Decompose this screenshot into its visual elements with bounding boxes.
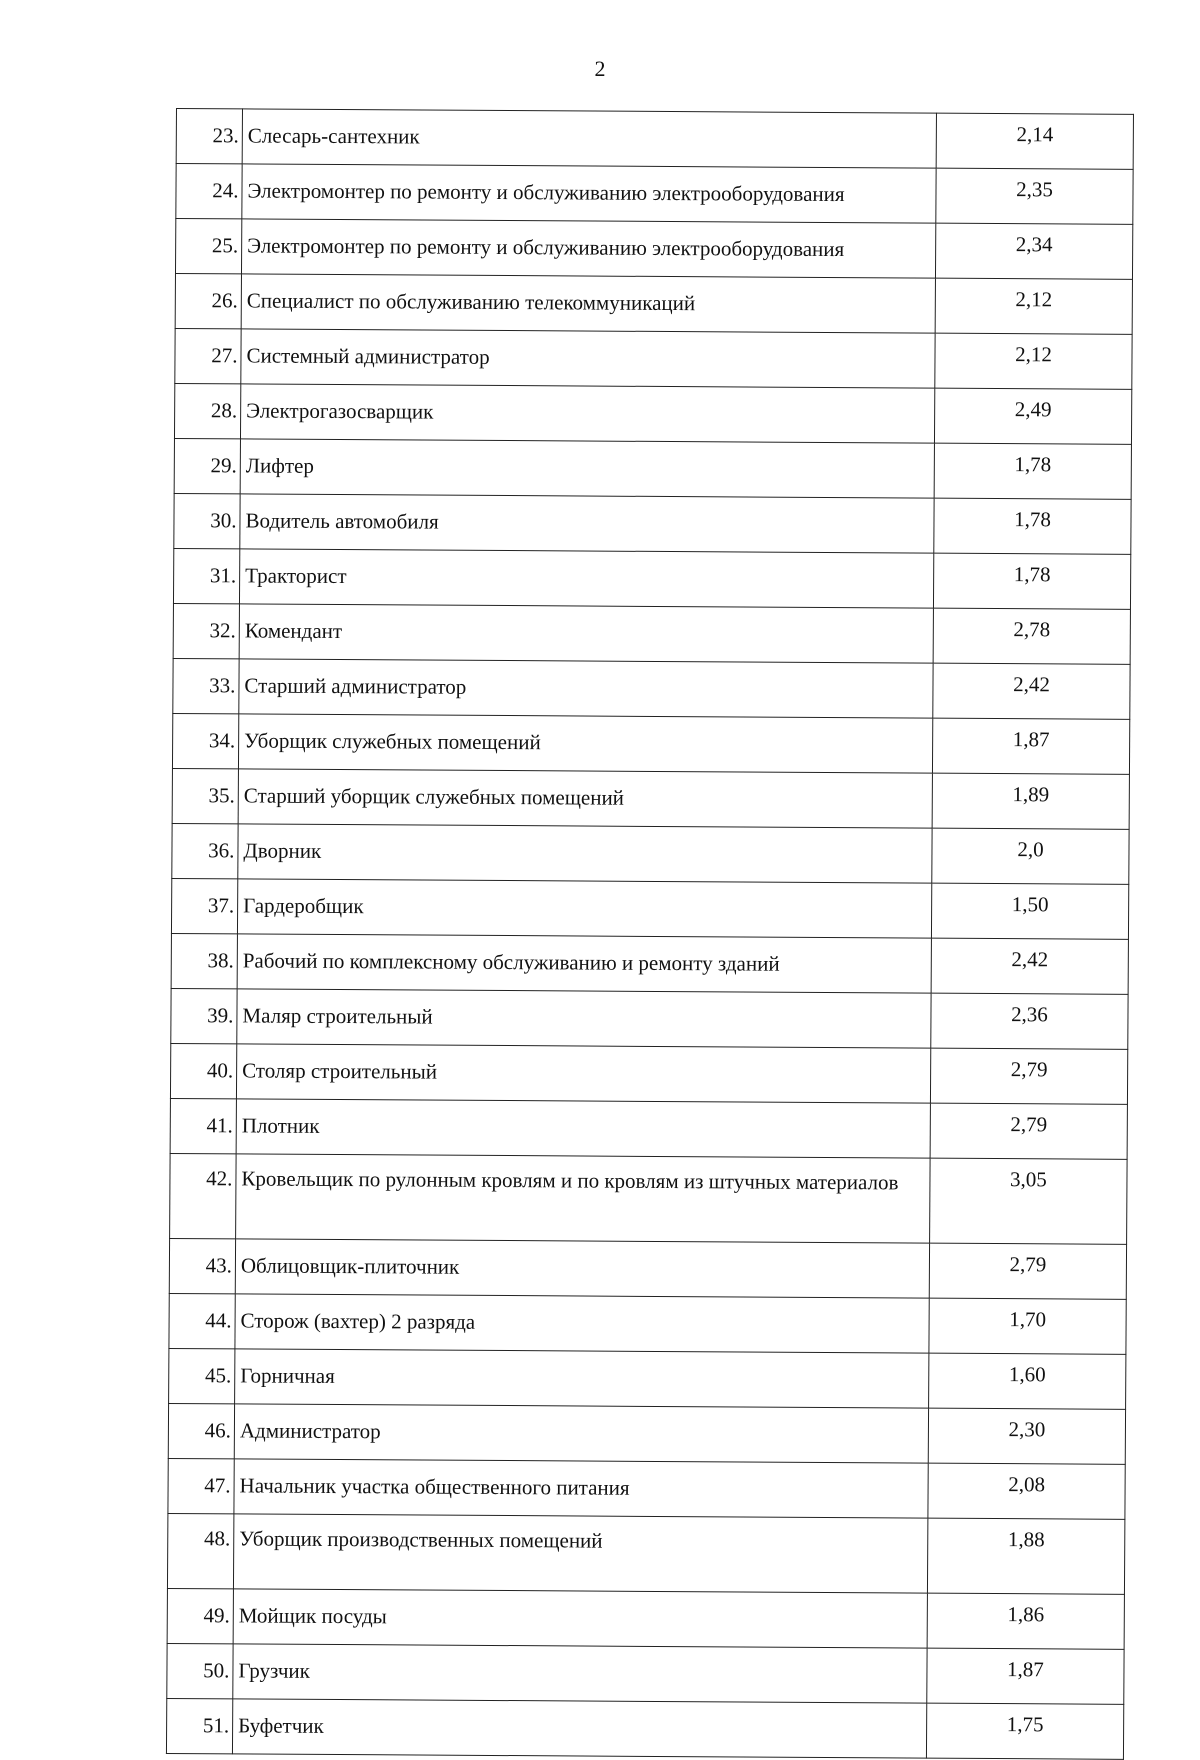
row-number: 32. — [173, 603, 239, 658]
table-row — [167, 1513, 1124, 1594]
position-name: Электромонтер по ремонту и обслуживанию электрооборудования — [242, 164, 936, 223]
coefficient-value: 2,30 — [928, 1408, 1125, 1464]
position-name: Плотник — [236, 1099, 930, 1158]
coefficient-value: 2,35 — [936, 168, 1133, 224]
table-row — [170, 1043, 1127, 1104]
table-row — [167, 1643, 1124, 1704]
position-name: Гардеробщик — [237, 879, 931, 938]
table-row — [173, 603, 1130, 664]
row-number: 48. — [167, 1513, 233, 1588]
row-number: 42. — [170, 1153, 237, 1238]
coefficient-value: 3,05 — [930, 1158, 1128, 1244]
position-name: Дворник — [238, 824, 932, 883]
table-row — [176, 164, 1133, 225]
table-row — [172, 713, 1129, 774]
table-row — [176, 109, 1133, 170]
position-name: Мойщик посуды — [233, 1589, 927, 1648]
coefficient-value: 1,75 — [926, 1703, 1123, 1759]
coefficient-value: 1,89 — [932, 773, 1129, 829]
position-name: Системный администратор — [241, 329, 935, 388]
position-name: Маляр строительный — [237, 989, 931, 1048]
table-row — [171, 878, 1128, 939]
table-row — [175, 328, 1132, 389]
position-name: Сторож (вахтер) 2 разряда — [235, 1294, 929, 1353]
position-name: Администратор — [234, 1404, 928, 1463]
table-row — [167, 1588, 1124, 1649]
row-number: 36. — [172, 823, 238, 878]
positions-table-wrapper — [166, 108, 1134, 1760]
position-name: Старший администратор — [239, 659, 933, 718]
table-row — [168, 1403, 1125, 1464]
coefficient-value: 1,70 — [929, 1298, 1126, 1354]
row-number: 29. — [174, 438, 240, 493]
position-name: Уборщик производственных помещений — [233, 1514, 927, 1593]
table-row — [175, 273, 1132, 334]
positions-table-body — [166, 109, 1133, 1760]
coefficient-value: 2,42 — [931, 938, 1128, 994]
table-row — [170, 1098, 1127, 1159]
coefficient-value: 1,60 — [929, 1353, 1126, 1409]
position-name: Кровельщик по рулонным кровлям и по кровлям из штучных материалов — [236, 1154, 931, 1243]
coefficient-value: 2,79 — [929, 1243, 1126, 1299]
table-row — [169, 1293, 1126, 1354]
table-row — [175, 219, 1132, 280]
position-name: Тракторист — [239, 549, 933, 608]
row-number: 33. — [173, 658, 239, 713]
table-row — [173, 548, 1130, 609]
coefficient-value: 2,79 — [930, 1103, 1127, 1159]
table-row — [168, 1458, 1125, 1519]
row-number: 40. — [170, 1043, 236, 1098]
row-number: 24. — [176, 164, 242, 219]
table-row — [171, 988, 1128, 1049]
coefficient-value: 2,36 — [931, 993, 1128, 1049]
row-number: 41. — [170, 1098, 236, 1153]
row-number: 25. — [175, 219, 241, 274]
coefficient-value: 2,34 — [935, 223, 1132, 279]
table-row — [174, 438, 1131, 499]
positions-table — [166, 108, 1134, 1760]
table-row — [169, 1238, 1126, 1299]
position-name: Старший уборщик служебных помещений — [238, 769, 932, 828]
coefficient-value: 2,12 — [935, 333, 1132, 389]
row-number: 35. — [172, 768, 238, 823]
position-name: Облицовщик-плиточник — [235, 1239, 929, 1298]
row-number: 38. — [171, 933, 237, 988]
table-row — [172, 823, 1129, 884]
coefficient-value: 1,87 — [927, 1648, 1124, 1704]
position-name: Электрогазосварщик — [240, 384, 934, 443]
position-name: Водитель автомобиля — [240, 494, 934, 553]
coefficient-value: 2,42 — [933, 663, 1130, 719]
row-number: 39. — [171, 988, 237, 1043]
row-number: 43. — [169, 1238, 235, 1293]
position-name: Буфетчик — [232, 1699, 926, 1758]
coefficient-value: 1,78 — [933, 553, 1130, 609]
row-number: 34. — [172, 713, 238, 768]
coefficient-value: 2,78 — [933, 608, 1130, 664]
coefficient-value: 1,88 — [927, 1518, 1124, 1594]
coefficient-value: 2,0 — [932, 828, 1129, 884]
row-number: 44. — [169, 1293, 235, 1348]
row-number: 31. — [173, 548, 239, 603]
coefficient-value: 1,87 — [932, 718, 1129, 774]
table-row — [172, 768, 1129, 829]
coefficient-value: 1,86 — [927, 1593, 1124, 1649]
row-number: 37. — [171, 878, 237, 933]
row-number: 27. — [175, 328, 241, 383]
position-name: Лифтер — [240, 439, 934, 498]
table-row — [173, 658, 1130, 719]
row-number: 47. — [168, 1458, 234, 1513]
row-number: 30. — [174, 493, 240, 548]
row-number: 28. — [174, 383, 240, 438]
row-number: 26. — [175, 273, 241, 328]
table-row — [169, 1348, 1126, 1409]
coefficient-value: 1,78 — [934, 443, 1131, 499]
position-name: Электромонтер по ремонту и обслуживанию электрооборудования — [241, 219, 935, 278]
coefficient-value: 1,78 — [934, 498, 1131, 554]
row-number: 49. — [167, 1588, 233, 1643]
position-name: Слесарь-сантехник — [242, 109, 936, 168]
position-name: Рабочий по комплексному обслуживанию и ремонту зданий — [237, 934, 931, 993]
position-name: Столяр строительный — [236, 1044, 930, 1103]
position-name: Начальник участка общественного питания — [234, 1459, 928, 1518]
table-row — [166, 1698, 1123, 1759]
coefficient-value: 2,12 — [935, 278, 1132, 334]
row-number: 50. — [167, 1643, 233, 1698]
position-name: Грузчик — [233, 1644, 927, 1703]
position-name: Специалист по обслуживанию телекоммуникаций — [241, 274, 935, 333]
row-number: 45. — [169, 1348, 235, 1403]
coefficient-value: 2,79 — [930, 1048, 1127, 1104]
coefficient-value: 2,08 — [928, 1463, 1125, 1519]
page-number: 2 — [594, 56, 606, 81]
row-number: 23. — [176, 109, 242, 164]
coefficient-value: 2,14 — [936, 113, 1133, 169]
table-row — [174, 493, 1131, 554]
coefficient-value: 1,50 — [931, 883, 1128, 939]
row-number: 46. — [168, 1403, 234, 1458]
coefficient-value: 2,49 — [934, 388, 1131, 444]
table-row — [174, 383, 1131, 444]
position-name: Комендант — [239, 604, 933, 663]
position-name: Горничная — [235, 1349, 929, 1408]
row-number: 51. — [166, 1698, 232, 1753]
position-name: Уборщик служебных помещений — [238, 714, 932, 773]
table-row — [171, 933, 1128, 994]
table-row — [170, 1153, 1128, 1244]
